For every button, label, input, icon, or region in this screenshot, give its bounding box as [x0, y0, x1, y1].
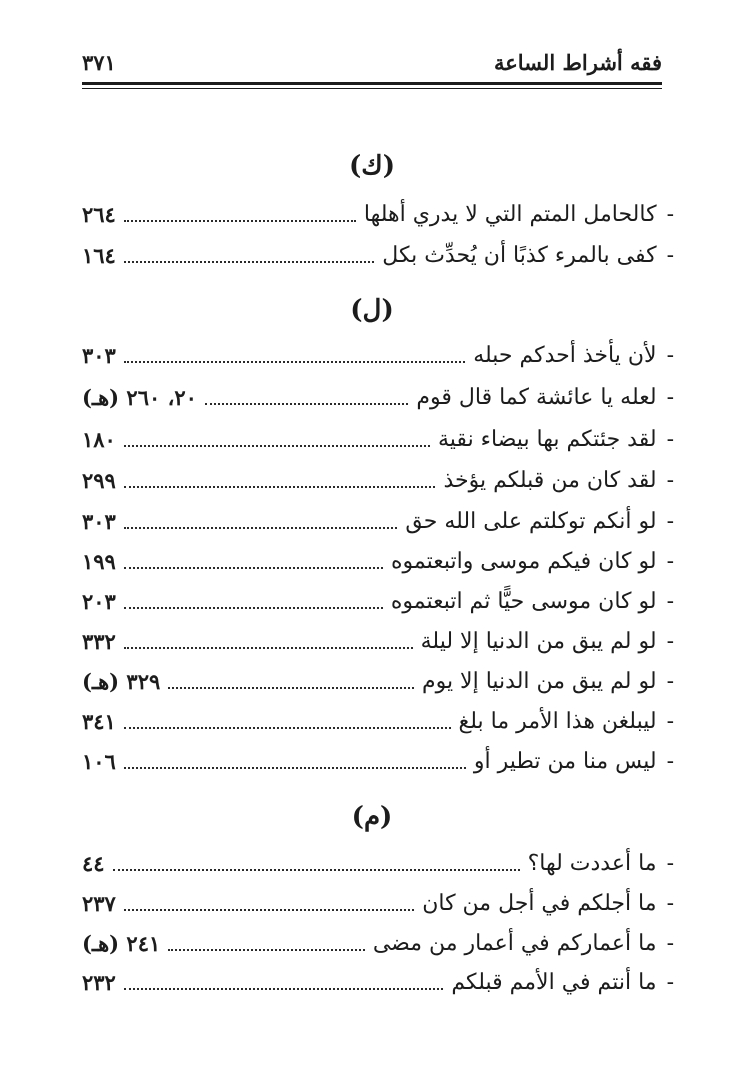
entry-text: كفى بالمرء كذبًا أن يُحدِّث بكل — [382, 243, 657, 268]
section-heading-lam: (ل) — [350, 295, 394, 325]
entry-dash: - — [666, 468, 674, 493]
entry-dash: - — [666, 891, 674, 916]
entry-pages: ٢٤١ (هـ) — [82, 931, 161, 956]
index-entry — [82, 464, 674, 498]
entry-pages: ٤٤ — [82, 851, 105, 876]
entry-dash: - — [666, 749, 674, 774]
entry-text: لو كان فيكم موسى واتبعتموه — [390, 549, 657, 574]
dot-leader — [124, 445, 430, 447]
section-heading-kaf: (ك) — [348, 151, 396, 181]
index-entry — [82, 381, 674, 415]
index-entry — [82, 665, 674, 699]
entry-dash: - — [666, 549, 674, 574]
entry-dash: - — [666, 202, 674, 227]
entry-dash: - — [666, 669, 674, 694]
header-rule-thick — [82, 82, 662, 85]
entry-pages: ٣٠٣ — [82, 343, 116, 368]
dot-leader — [124, 261, 374, 263]
entry-text: لو لم يبق من الدنيا إلا ليلة — [420, 629, 657, 654]
entry-dash: - — [666, 427, 674, 452]
index-entry — [82, 705, 674, 739]
index-entry — [82, 585, 674, 619]
entry-dash: - — [666, 851, 674, 876]
index-entry — [82, 198, 674, 232]
entry-dash: - — [666, 589, 674, 614]
entry-text: لو كان موسى حيًّا ثم اتبعتموه — [390, 589, 657, 614]
entry-pages: ٢٣٢ — [82, 970, 116, 995]
entry-dash: - — [666, 385, 674, 410]
index-entry — [82, 625, 674, 659]
entry-text: لأن يأخذ أحدكم حبله — [473, 343, 657, 368]
index-entry — [82, 847, 674, 881]
entry-text: ليبلغن هذا الأمر ما بلغ — [458, 709, 657, 734]
entry-pages: ٢٦٤ — [82, 202, 116, 227]
entry-dash: - — [666, 931, 674, 956]
section-heading-mim: (م) — [351, 802, 393, 832]
dot-leader — [124, 567, 383, 569]
index-entry — [82, 545, 674, 579]
entry-text: لقد كان من قبلكم يؤخذ — [443, 468, 657, 493]
entry-pages: ٣٠٣ — [82, 509, 116, 534]
index-entry — [82, 505, 674, 539]
dot-leader — [124, 220, 356, 222]
dot-leader — [168, 687, 414, 689]
index-entry — [82, 966, 674, 1000]
entry-text: لعله يا عائشة كما قال قوم — [416, 385, 657, 410]
entry-text: لو أنكم توكلتم على الله حق — [405, 509, 657, 534]
entry-pages: ١٠٦ — [82, 749, 116, 774]
entry-text: ليس منا من تطير أو — [473, 749, 657, 774]
dot-leader — [124, 988, 444, 990]
dot-leader — [124, 727, 451, 729]
dot-leader — [168, 949, 365, 951]
dot-leader — [124, 767, 466, 769]
entry-pages: ١٨٠ — [82, 427, 116, 452]
entry-pages: ٣٣٢ — [82, 629, 116, 654]
entry-dash: - — [666, 970, 674, 995]
entry-dash: - — [666, 343, 674, 368]
entry-text: ما أعددت لها؟ — [527, 851, 657, 876]
entry-dash: - — [666, 243, 674, 268]
dot-leader — [113, 869, 520, 871]
dot-leader — [205, 403, 408, 405]
entry-dash: - — [666, 709, 674, 734]
entry-pages: ٢٠٣ — [82, 589, 116, 614]
entry-pages: ٣٢٩ (هـ) — [82, 669, 161, 694]
entry-pages: ٢٩٩ — [82, 468, 116, 493]
entry-pages: ٢٣٧ — [82, 891, 116, 916]
dot-leader — [124, 909, 414, 911]
index-entry — [82, 745, 674, 779]
entry-dash: - — [666, 629, 674, 654]
index-entry — [82, 239, 674, 273]
dot-leader — [124, 527, 398, 529]
entry-dash: - — [666, 509, 674, 534]
dot-leader — [124, 647, 413, 649]
entry-text: ما أعماركم في أعمار من مضى — [372, 931, 657, 956]
entry-text: لو لم يبق من الدنيا إلا يوم — [421, 669, 657, 694]
book-title: فقه أشراط الساعة — [494, 50, 662, 75]
index-entry — [82, 339, 674, 373]
entry-text: كالحامل المتم التي لا يدري أهلها — [363, 202, 657, 227]
dot-leader — [124, 486, 436, 488]
header-rule-thin — [82, 88, 662, 89]
index-entry — [82, 927, 674, 961]
dot-leader — [124, 361, 465, 363]
entry-pages: ١٦٤ — [82, 243, 116, 268]
entry-text: ما أنتم في الأمم قبلكم — [451, 970, 657, 995]
entry-pages: ١٩٩ — [82, 549, 116, 574]
entry-text: لقد جئتكم بها بيضاء نقية — [438, 427, 657, 452]
running-header — [82, 48, 662, 78]
index-entry — [82, 887, 674, 921]
entry-pages: ٣٤١ — [82, 709, 116, 734]
entry-text: ما أجلكم في أجل من كان — [422, 891, 657, 916]
dot-leader — [124, 607, 383, 609]
entry-pages: ٢٠، ٢٦٠ (هـ) — [82, 385, 197, 410]
index-entry — [82, 423, 674, 457]
page-number: ٣٧١ — [82, 50, 116, 75]
